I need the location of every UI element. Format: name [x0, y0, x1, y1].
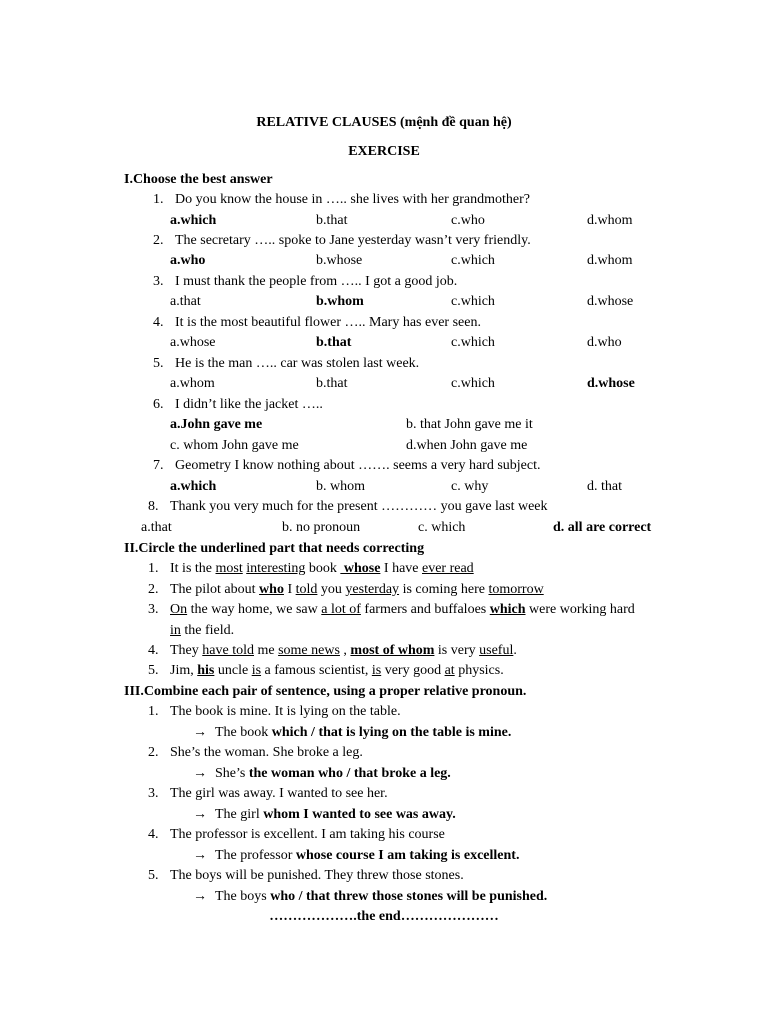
option-d: d. all are correct: [553, 520, 652, 535]
option-b: b.that: [316, 213, 348, 228]
arrow-icon: →: [193, 848, 207, 863]
arrow-icon: →: [193, 807, 207, 822]
option-b: b.whose: [316, 253, 363, 268]
item-question: The girl was away. I wanted to see her.: [170, 786, 388, 801]
item-number: 3.: [148, 786, 159, 801]
option-c: c.who: [451, 213, 485, 228]
option-a: a.which: [170, 479, 217, 494]
section-3-heading: III.Combine each pair of sentence, using a proper relative pronoun.: [124, 684, 527, 699]
sentence-text: [170, 581, 544, 599]
item-answer: [215, 847, 519, 865]
arrow-icon: →: [193, 766, 207, 781]
sentence-text: [170, 601, 635, 619]
item-number: 5.: [148, 868, 159, 883]
option-c: c.which: [451, 253, 495, 268]
option-c: c.which: [451, 294, 495, 309]
sentence-number: 4.: [148, 643, 159, 658]
sentence-number: 3.: [148, 602, 159, 617]
question-number: 2.: [153, 233, 164, 248]
text-part: is coming here: [399, 582, 489, 597]
sentence-number: 2.: [148, 582, 159, 597]
text-part: is very: [434, 643, 480, 658]
end-marker: ……………….the end…………………: [269, 909, 499, 924]
arrow-icon: →: [193, 725, 207, 740]
text-part: the field.: [180, 623, 235, 638]
question-text: I must thank the people from ….. I got a good job.: [175, 274, 458, 289]
question-number: 1.: [153, 192, 164, 207]
underlined-option-a[interactable]: his: [197, 663, 215, 678]
text-part: the way home, we saw: [187, 602, 322, 617]
option-d: d.whom: [587, 213, 633, 228]
question-text: Do you know the house in ….. she lives with her grandmother?: [175, 192, 530, 207]
option-a: a.whom: [170, 376, 215, 391]
answer-bold: the woman who / that broke a leg.: [248, 766, 451, 781]
question-number: 3.: [153, 274, 164, 289]
text-part: I: [283, 582, 296, 597]
sentence-text: [170, 560, 474, 578]
page-title: RELATIVE CLAUSES (mệnh đề quan hệ): [256, 115, 512, 130]
sentence-text: [170, 662, 504, 680]
item-number: 4.: [148, 827, 159, 842]
option-d: d.whose: [587, 294, 634, 309]
option-d: d.whose: [587, 376, 635, 391]
item-answer: [215, 724, 511, 742]
option-a: a.John gave me: [170, 417, 263, 432]
question-number: 7.: [153, 458, 164, 473]
page-subtitle: EXERCISE: [348, 144, 420, 159]
question-text: I didn’t like the jacket …..: [175, 397, 323, 412]
option-c: c. why: [451, 479, 489, 494]
text-part: I have: [380, 561, 422, 576]
option-a: a.that: [170, 294, 201, 309]
text-part: The pilot about: [170, 582, 260, 597]
text-part: physics.: [454, 663, 504, 678]
arrow-icon: →: [193, 889, 207, 904]
underlined-option-a[interactable]: have told: [202, 643, 254, 658]
item-answer: [215, 888, 547, 906]
question-number: 6.: [153, 397, 164, 412]
option-b: b.that: [316, 376, 348, 391]
answer-prefix: The boys: [215, 889, 271, 904]
underlined-option-b[interactable]: interesting: [246, 561, 306, 576]
text-part: very good: [381, 663, 445, 678]
question-number: 5.: [153, 356, 164, 371]
question-text: Thank you very much for the present ………… you gave last week: [170, 499, 548, 514]
item-question: The book is mine. It is lying on the table.: [170, 704, 401, 719]
item-question: She’s the woman. She broke a leg.: [170, 745, 363, 760]
underlined-option-d[interactable]: at: [444, 663, 455, 678]
text-part: book: [305, 561, 341, 576]
answer-bold: which / that is lying on the table is mine.: [271, 725, 512, 740]
option-c: c. whom John gave me: [170, 438, 299, 453]
section-1-heading: I.Choose the best answer: [124, 172, 273, 187]
answer-prefix: The professor: [215, 848, 296, 863]
option-b: b. no pronoun: [282, 520, 361, 535]
underlined-option-b[interactable]: a lot of: [321, 602, 361, 617]
item-answer: [215, 765, 451, 783]
item-number: 1.: [148, 704, 159, 719]
sentence-number: 1.: [148, 561, 159, 576]
text-part: They: [170, 643, 203, 658]
option-d: d.whom: [587, 253, 633, 268]
option-a: a.who: [170, 253, 206, 268]
underlined-option-b[interactable]: told: [295, 582, 318, 597]
underlined-option-a[interactable]: On: [170, 602, 188, 617]
underlined-option-c[interactable]: is: [371, 663, 382, 678]
option-c: c.which: [451, 376, 495, 391]
option-c: c.which: [451, 335, 495, 350]
answer-bold: whose course I am taking is excellent.: [295, 848, 520, 863]
underlined-option-c[interactable]: yesterday: [345, 582, 400, 597]
question-number: 4.: [153, 315, 164, 330]
option-c: c. which: [418, 520, 466, 535]
text-part: me: [253, 643, 279, 658]
option-a: a.whose: [170, 335, 216, 350]
item-question: The professor is excellent. I am taking his course: [170, 827, 445, 842]
question-text: It is the most beautiful flower ….. Mary has ever seen.: [175, 315, 481, 330]
sentence-text: [170, 642, 517, 660]
answer-prefix: The girl: [215, 807, 264, 822]
underlined-option-c[interactable]: most of whom: [350, 643, 435, 658]
underlined-option-b[interactable]: is: [251, 663, 262, 678]
answer-bold: who / that threw those stones will be punished.: [270, 889, 548, 904]
underlined-option-d[interactable]: in: [170, 623, 181, 638]
option-a: a.that: [141, 520, 172, 535]
option-b: b.whom: [316, 294, 364, 309]
text-part: farmers and buffaloes: [360, 602, 490, 617]
underlined-option-d[interactable]: ever read: [422, 561, 474, 576]
text-part: ,: [339, 643, 351, 658]
answer-prefix: She’s: [215, 766, 249, 781]
underlined-option-b[interactable]: some news: [278, 643, 340, 658]
text-part: a famous scientist,: [261, 663, 372, 678]
option-b: b. that John gave me it: [406, 417, 533, 432]
option-d: d.when John gave me: [406, 438, 528, 453]
item-question: The boys will be punished. They threw those stones.: [170, 868, 464, 883]
option-b: b. whom: [316, 479, 365, 494]
option-d: d. that: [587, 479, 622, 494]
text-part: It is the: [170, 561, 216, 576]
answer-prefix: The book: [215, 725, 272, 740]
underlined-option-d[interactable]: tomorrow: [488, 582, 544, 597]
text-part: were working hard: [525, 602, 635, 617]
option-b: b.that: [316, 335, 352, 350]
question-text: He is the man ….. car was stolen last week.: [175, 356, 420, 371]
underlined-option-c[interactable]: whose: [340, 561, 381, 576]
item-number: 2.: [148, 745, 159, 760]
text-part: uncle: [214, 663, 252, 678]
item-answer: [215, 806, 456, 824]
underlined-option-a[interactable]: most: [215, 561, 243, 576]
text-part: Jim,: [170, 663, 198, 678]
sentence-number: 5.: [148, 663, 159, 678]
answer-bold: whom I wanted to see was away.: [263, 807, 456, 822]
underlined-option-a[interactable]: who: [259, 582, 284, 597]
option-d: d.who: [587, 335, 622, 350]
section-2-heading: II.Circle the underlined part that needs correcting: [124, 541, 425, 556]
option-a: a.which: [170, 213, 217, 228]
underlined-option-d[interactable]: useful: [479, 643, 514, 658]
sentence-text-continued: [170, 622, 234, 640]
underlined-option-c[interactable]: which: [489, 602, 526, 617]
question-number: 8.: [148, 499, 159, 514]
text-part: .: [513, 643, 517, 658]
question-text: The secretary ….. spoke to Jane yesterday wasn’t very friendly.: [175, 233, 531, 248]
text-part: you: [317, 582, 346, 597]
question-text: Geometry I know nothing about ……. seems a very hard subject.: [175, 458, 541, 473]
